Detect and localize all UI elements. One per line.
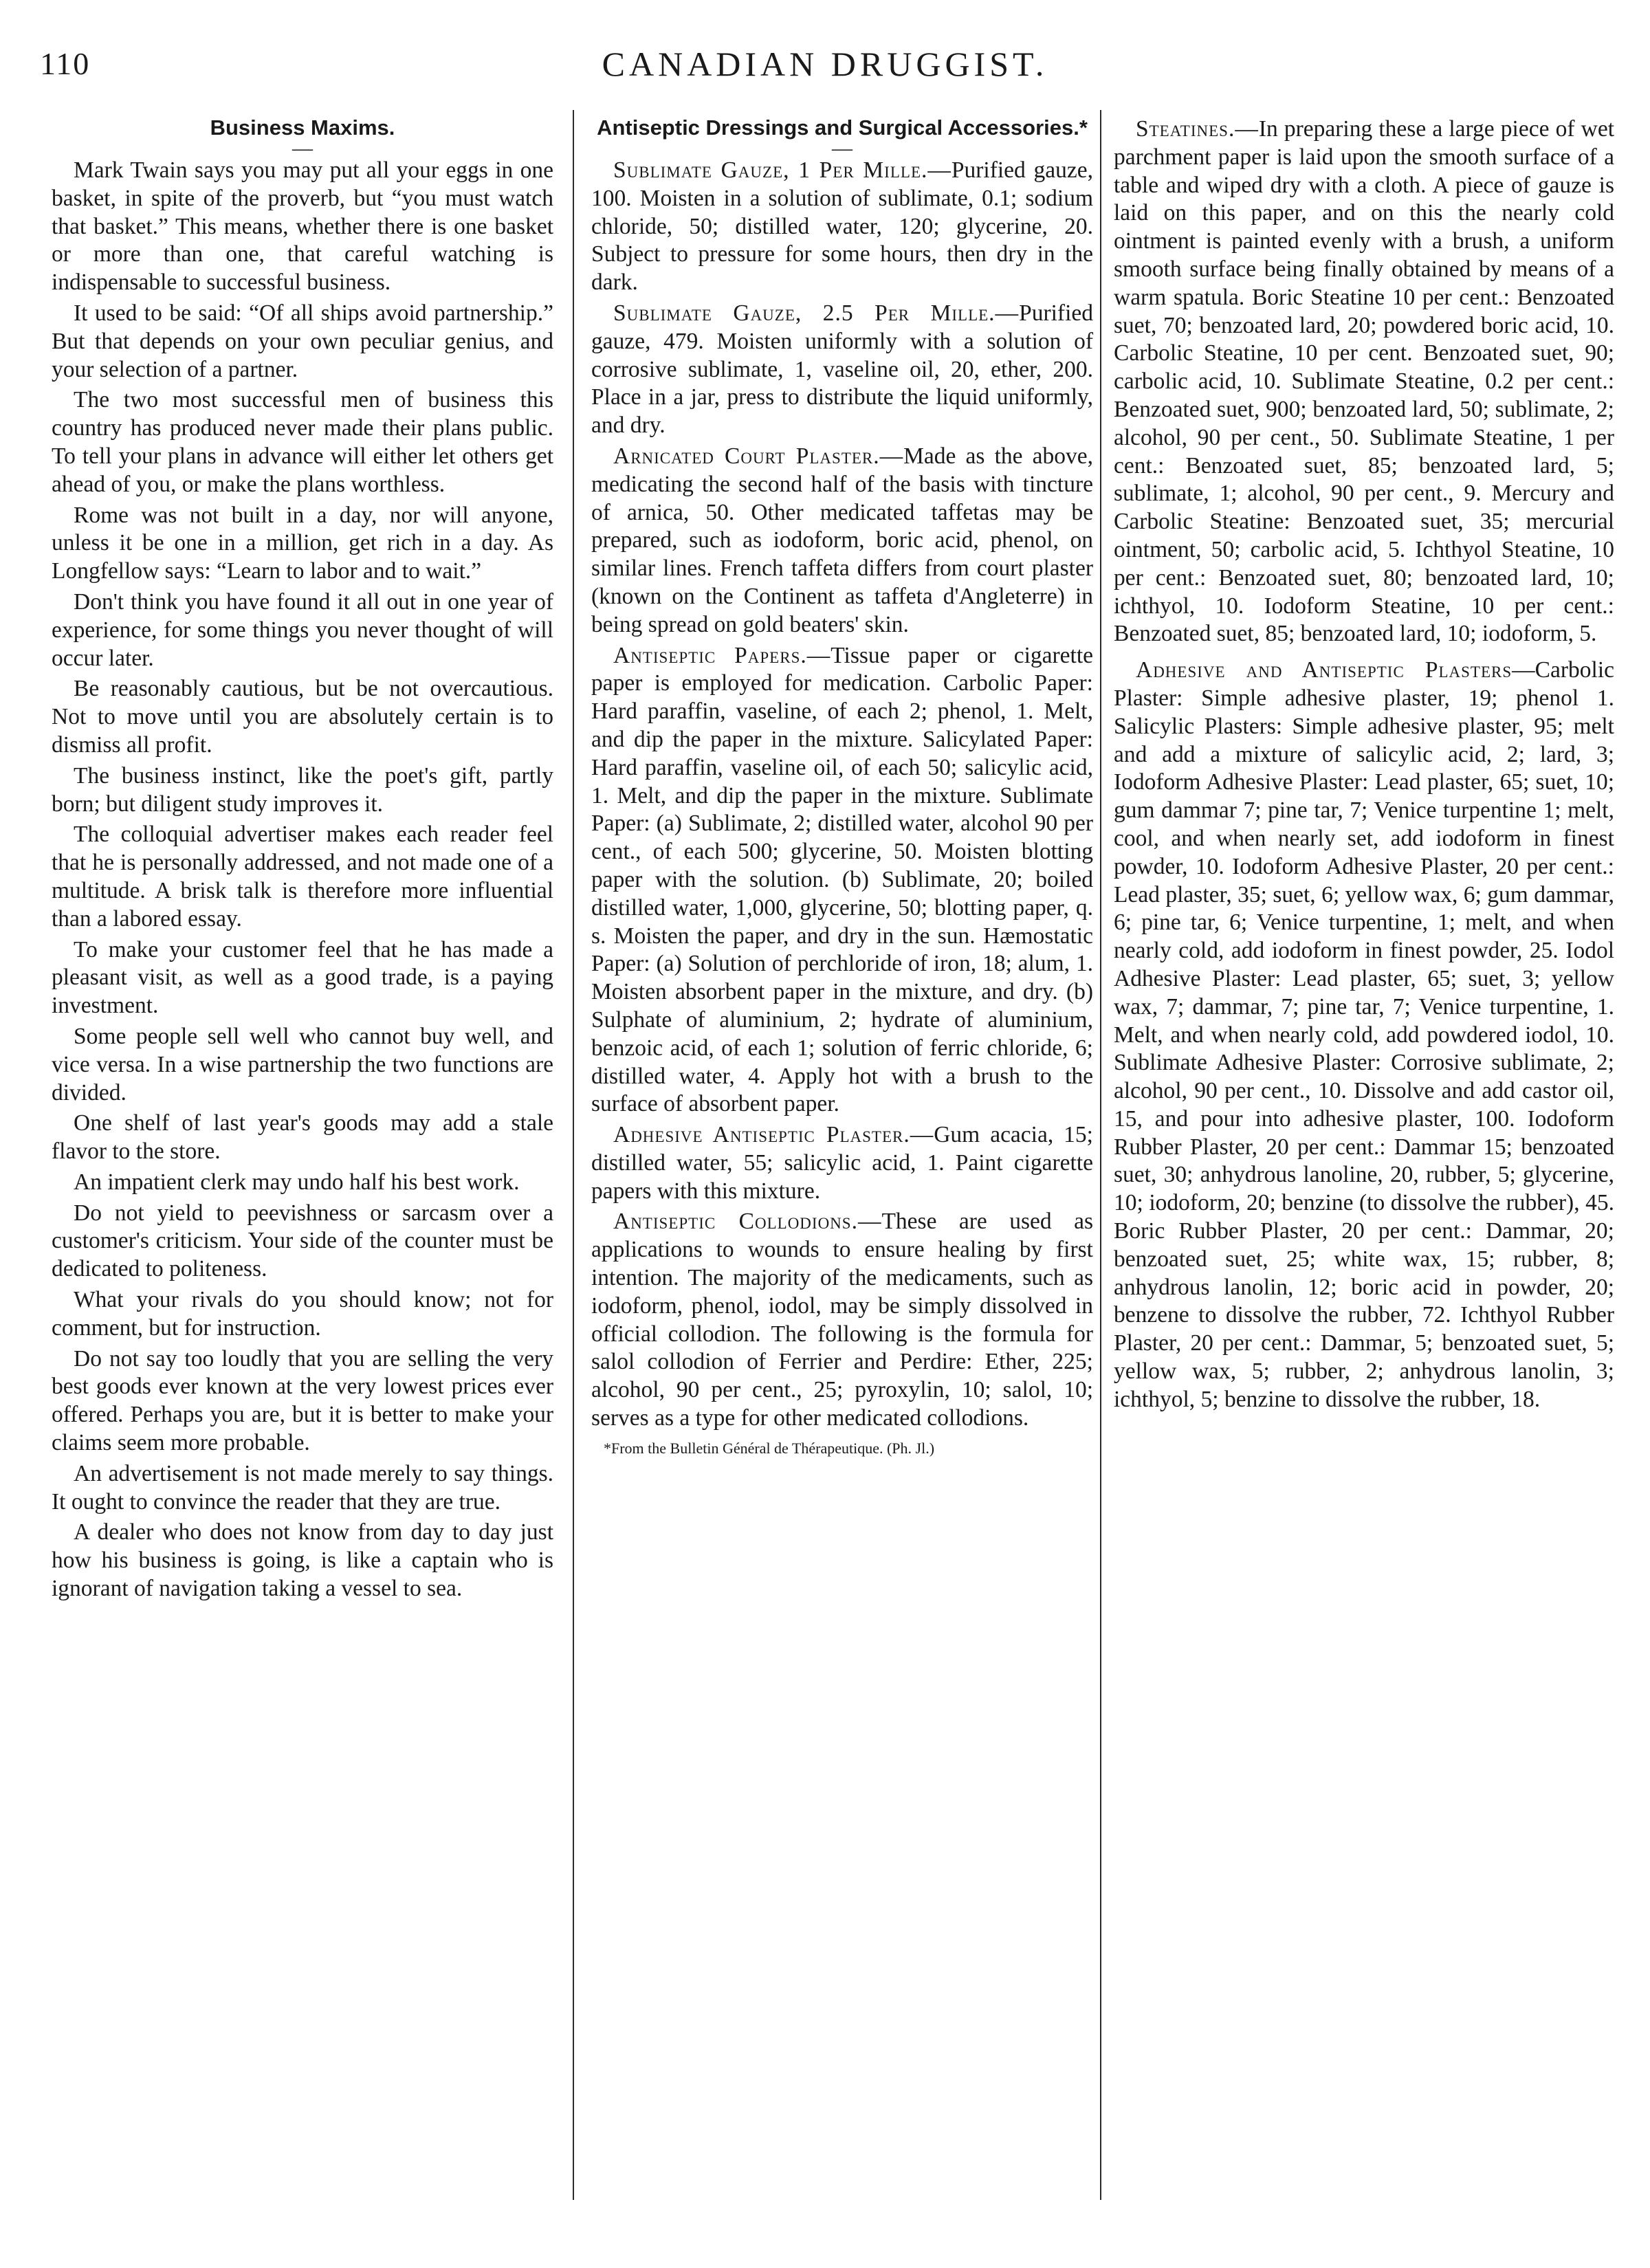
paragraph-body: Made as the above, medicating the second half of the basis with tincture of arnica, 50. Other medicated taffetas may be prepared, such as iodoform, boric acid, phenol, on similar lines. French taffeta differs from court plaster (known on the Continent as taffeta d'Angleterre) in being spread on gold beaters' skin. xyxy=(591,443,1093,637)
paragraph: Rome was not built in a day, nor will anyone, unless it be one in a million, get rich in a day. As Longfellow says: “Learn to labor and to wait.” xyxy=(52,502,553,584)
paragraph: A dealer who does not know from day to day just how his business is going, is like a captain who is ignorant of navigation taking a vessel to sea. xyxy=(52,1519,553,1602)
paragraph: Mark Twain says you may put all your eggs in one basket, in spite of the proverb, but “you must watch that basket.” This means, whether there is one basket or more than one, that careful watching is indispensable to successful business. xyxy=(52,157,553,296)
paragraph xyxy=(591,1208,1093,1432)
paragraph xyxy=(591,443,1093,639)
paragraph-body: These are used as applications to wounds to ensure healing by first intention. The majority of the medicaments, such as iodoform, phenol, iodol, may be simply dissolved in official collodion. The following is the formula for salol collodion of Ferrier and Perdire: Ether, 225; alcohol, 90 per cent., 25; pyroxylin, 10; salol, 10; serves as a type for other medicated collodions. xyxy=(591,1209,1093,1431)
paragraph: Do not say too loudly that you are selling the very best goods ever known at the very lowest prices ever offered. Perhaps you are, but it is better to make your claims seem more probable. xyxy=(52,1345,553,1456)
paragraph xyxy=(591,300,1093,440)
article-title: Antiseptic Dressings and Surgical Accessories.* xyxy=(597,115,1088,140)
run-in-head: Adhesive Antiseptic Plaster.— xyxy=(613,1122,934,1148)
run-in-head: Adhesive and Antiseptic Plasters xyxy=(1136,657,1512,683)
paragraph-body: Purified gauze, 100. Moisten in a solution of sublimate, 0.1; sodium chloride, 50; distilled water, 120; glycerine, 20. Subject to pressure for some hours, then dry in the dark. xyxy=(591,157,1093,296)
run-in-head: Sublimate Gauze, 2.5 Per Mille.— xyxy=(613,300,1020,326)
paragraph: To make your customer feel that he has made a pleasant visit, as well as a good trade, is a paying investment. xyxy=(52,936,553,1019)
page-number: 110 xyxy=(40,46,91,81)
paragraph-body: In preparing these a large piece of wet parchment paper is laid upon the smooth surface of a table and wiped dry with a cloth. A piece of gauze is laid on this paper, and on this the nearly cold ointment is painted evenly with a brush, a uniform smooth surface being finally obtained by means of a warm spatula. Boric Steatine 10 per cent.: Benzoated suet, 70; benzoated lard, 20; powdered boric acid, 10. Carbolic Steatine, 10 per cent. Benzoated suet, 90; carbolic acid, 10. Sublimate Steatine, 0.2 per cent.: Benzoated suet, 900; benzoated lard, 50; sublimate, 2; alcohol, 90 per cent., 50. Sublimate Steatine, 1 per cent.: Benzoated suet, 85; benzoated lard, 5; sublimate, 1; alcohol, 90 per cent., 9. Mercury and Carbolic Steatine: Benzoated suet, 35; mercurial ointment, 50; carbolic acid, 5. Ichthyol Steatine, 10 per cent.: Benzoated suet, 80; benzoated lard, 10; ichthyol, 10. Iodoform Steatine, 10 per cent.: Benzoated suet, 85; benzoated lard, 10; iodoform, 5. xyxy=(1114,116,1614,647)
paragraph-body: —Carbolic Plaster: Simple adhesive plaster, 19; phenol 1. Salicylic Plasters: Simple adhesive plaster, 95; melt and add a mixture of salicylic acid, 2; lard, 3; Iodoform Adhesive Plaster: Lead plaster, 65; suet, 10; gum dammar 7; pine tar, 7; Venice turpentine 1; melt, cool, and when nearly set, add iodoform in finest powder, 10. Iodoform Adhesive Plaster, 20 per cent.: Lead plaster, 35; suet, 6; yellow wax, 6; gum dammar, 6; pine tar, 6; Venice turpentine, 1; melt, and when nearly cold, add iodoform in finest powder, 25. Iodol Adhesive Plaster: Lead plaster, 65; suet, 3; yellow wax, 7; dammar, 7; pine tar, 7; Venice turpentine, 1. Melt, and when nearly cold, add powdered iodol, 10. Sublimate Adhesive Plaster: Corrosive sublimate, 2; alcohol, 90 per cent., 10. Dissolve and add castor oil, 15, and pour into adhesive plaster, 100. Iodoform Rubber Plaster, 20 per cent.: Dammar 15; benzoated suet, 30; anhydrous lanoline, 20, rubber, 5; glycerine, 10; iodoform, 20; benzine (to dissolve the rubber), 45. Boric Rubber Plaster, 20 per cent.: Dammar, 20; benzoated suet, 25; white wax, 15; rubber, 8; anhydrous lanolin, 12; boric acid in powder, 20; benzene to dissolve the rubber, 72. Ichthyol Rubber Plaster, 20 per cent.: Dammar, 5; benzoated suet, 5; yellow wax, 5; rubber, 2; anhydrous lanolin, 3; ichthyol, 5; benzine to dissolve the rubber, 18. xyxy=(1114,657,1614,1412)
article-business-maxims xyxy=(52,115,553,1606)
column-divider xyxy=(573,110,574,2200)
title-dash: — xyxy=(832,137,852,159)
footnote: *From the Bulletin Général de Thérapeutique. (Ph. Jl.) xyxy=(604,1439,935,1457)
paragraph xyxy=(591,642,1093,1119)
paragraph xyxy=(1114,657,1614,1414)
run-in-head: Steatines.— xyxy=(1136,116,1259,142)
paragraph: What your rivals do you should know; not for comment, but for instruction. xyxy=(52,1287,553,1341)
column-divider xyxy=(1100,110,1101,2200)
run-in-head: Sublimate Gauze, 1 Per Mille.— xyxy=(613,157,952,183)
paragraph: An advertisement is not made merely to say things. It ought to convince the reader that they are true. xyxy=(52,1460,553,1515)
title-dash: — xyxy=(292,137,313,159)
article-steatines-plasters xyxy=(1114,115,1614,1417)
page-header xyxy=(0,38,1650,100)
paragraph xyxy=(591,157,1093,297)
paragraph xyxy=(591,1121,1093,1205)
run-in-head: Antiseptic Papers.— xyxy=(613,642,831,668)
run-in-head: Arnicated Court Plaster.— xyxy=(613,443,904,469)
paragraph-body: Gum acacia, 15; distilled water, 55; salicylic acid, 1. Paint cigarette papers with this mixture. xyxy=(591,1122,1093,1204)
paragraph: An impatient clerk may undo half his best work. xyxy=(74,1169,520,1195)
paragraph: The colloquial advertiser makes each reader feel that he is personally addressed, and not made one of a multitude. A brisk talk is therefore more influential than a labored essay. xyxy=(52,822,553,932)
paragraph: One shelf of last year's goods may add a stale flavor to the store. xyxy=(52,1110,553,1165)
paragraph xyxy=(1114,115,1614,648)
paragraph: The business instinct, like the poet's gift, partly born; but diligent study improves it. xyxy=(52,762,553,817)
running-title: CANADIAN DRUGGIST. xyxy=(602,45,1048,83)
paragraph: Be reasonably cautious, but be not overcautious. Not to move until you are absolutely certain is to dismiss all profit. xyxy=(52,676,553,758)
article-title: Business Maxims. xyxy=(210,115,395,140)
paragraph-body: Tissue paper or cigarette paper is employed for medication. Carbolic Paper: Hard paraffin, vaseline, of each 2; phenol, 1. Melt, and dip the paper in the mixture. Salicylated Paper: Hard paraffin, vaseline oil, of each 50; salicylic acid, 1. Melt, and dip the paper in the mixture. Sublimate Paper: (a) Sublimate, 2; distilled water, alcohol 90 per cent., of each 500; glycerine, 50. Moisten blotting paper with the solution. (b) Sublimate, 20; boiled distilled water, 1,000, glycerine, 50; blotting paper, q. s. Moisten the paper, and dry in the sun. Hæmostatic Paper: (a) Solution of perchloride of iron, 18; alum, 1. Moisten absorbent paper in the mixture, and dry. (b) Sulphate of aluminium, 2; hydrate of aluminium, benzoic acid, of each 1; solution of ferric chloride, 6; distilled water, 4. Apply hot with a brush to the surface of absorbent paper. xyxy=(591,642,1093,1117)
article-antiseptic-dressings xyxy=(591,115,1093,1457)
paragraph: The two most successful men of business this country has produced never made their plans public. To tell your plans in advance will either let others get ahead of you, or make the plans worthless. xyxy=(52,387,553,497)
paragraph: Do not yield to peevishness or sarcasm over a customer's criticism. Your side of the counter must be dedicated to politeness. xyxy=(52,1200,553,1282)
paragraph: Some people sell well who cannot buy well, and vice versa. In a wise partnership the two functions are divided. xyxy=(52,1023,553,1105)
paragraph: Don't think you have found it all out in one year of experience, for some things you never thought of will occur later. xyxy=(52,588,553,671)
paragraph-body: Purified gauze, 479. Moisten uniformly with a solution of corrosive sublimate, 1, vaseline oil, 20, ether, 200. Place in a jar, press to distribute the liquid uniformly, and dry. xyxy=(591,300,1093,439)
run-in-head: Antiseptic Collodions.— xyxy=(613,1209,882,1235)
paragraph: It used to be said: “Of all ships avoid partnership.” But that depends on your own peculiar genius, and your selection of a partner. xyxy=(52,300,553,382)
